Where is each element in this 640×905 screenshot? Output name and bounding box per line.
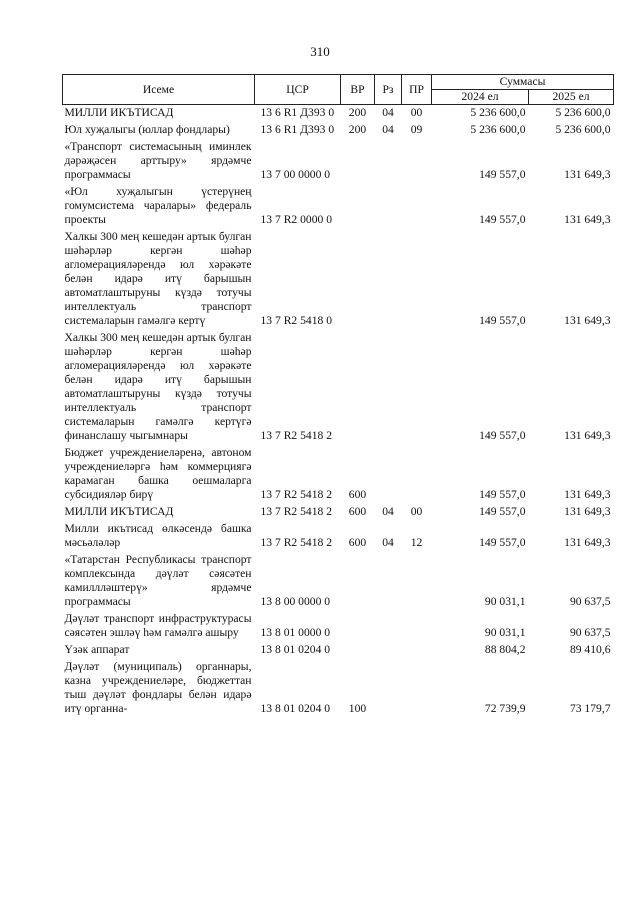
row-pr — [402, 139, 432, 184]
row-csr: 13 7 00 0000 0 — [260, 168, 331, 181]
row-sum-2024: 5 236 600,0 — [470, 106, 526, 119]
row-sum-2024: 149 557,0 — [479, 488, 526, 501]
row-pr — [402, 445, 432, 504]
row-rz: 04 — [382, 106, 394, 119]
row-sum-2025: 90 637,5 — [569, 595, 611, 608]
row-sum-2025: 5 236 600,0 — [555, 123, 611, 136]
row-rz — [375, 139, 402, 184]
row-sum-2025: 89 410,6 — [569, 643, 611, 656]
row-csr: 13 7 R2 5418 2 — [260, 429, 332, 442]
row-vr: 100 — [348, 702, 367, 715]
row-rz: 04 — [382, 536, 394, 549]
col-header-csr: ЦСР — [255, 75, 341, 105]
row-sum-2025: 5 236 600,0 — [555, 106, 611, 119]
row-rz: 04 — [382, 123, 394, 136]
row-rz — [375, 229, 402, 330]
table-row — [63, 122, 614, 139]
row-sum-2025: 131 649,3 — [564, 213, 611, 226]
row-csr: 13 6 R1 Д393 0 — [260, 106, 335, 119]
table-row — [63, 642, 614, 659]
row-vr — [341, 611, 375, 642]
table-body — [63, 105, 614, 719]
row-sum-2025: 131 649,3 — [564, 536, 611, 549]
row-sum-2025: 131 649,3 — [564, 429, 611, 442]
row-rz: 04 — [382, 505, 394, 518]
row-rz — [375, 642, 402, 659]
row-pr: 00 — [410, 106, 423, 119]
table-row — [63, 229, 614, 330]
row-vr — [341, 139, 375, 184]
row-sum-2025: 131 649,3 — [564, 168, 611, 181]
row-rz — [375, 552, 402, 611]
row-name: «Юл хуҗалыгын үстерүнең гомумсистема чаралары» федераль проекты — [64, 185, 252, 226]
row-vr: 600 — [348, 505, 367, 518]
row-sum-2024: 149 557,0 — [479, 168, 526, 181]
row-csr: 13 7 R2 0000 0 — [260, 213, 332, 226]
row-vr: 600 — [348, 488, 367, 501]
row-rz — [375, 184, 402, 229]
row-sum-2024: 149 557,0 — [479, 505, 526, 518]
row-sum-2024: 90 031,1 — [484, 595, 526, 608]
row-name: Халкы 300 мең кешедән артык булган шәһәрләр кергән шәһәр агломерацияләрендә юл хәрәкәте белән идарә итү барышын автоматлаштыруны күздә тотучы интеллектуаль транспорт системаларын гамәлгә кертү — [64, 230, 252, 327]
row-pr — [402, 642, 432, 659]
col-header-name: Исеме — [63, 75, 255, 105]
row-pr: 12 — [410, 536, 423, 549]
table-row — [63, 105, 614, 123]
row-csr: 13 8 01 0204 0 — [260, 702, 331, 715]
row-csr: 13 6 R1 Д393 0 — [260, 123, 335, 136]
table-row — [63, 552, 614, 611]
row-name: Дәүләт (муниципаль) органнары, казна учреждениеләре, бюджеттан тыш дәүләт фондлары белән идарә итү органна- — [64, 660, 252, 715]
row-pr: 00 — [410, 505, 423, 518]
row-name: Үзәк аппарат — [64, 643, 130, 656]
row-sum-2024: 149 557,0 — [479, 429, 526, 442]
row-pr — [402, 330, 432, 445]
row-rz — [375, 659, 402, 718]
row-sum-2024: 72 739,9 — [484, 702, 526, 715]
row-vr: 600 — [348, 536, 367, 549]
row-name: «Транспорт системасының иминлек дәрәҗәсен арттыру» ярдәмче программасы — [64, 140, 252, 181]
row-vr — [341, 552, 375, 611]
row-vr — [341, 184, 375, 229]
budget-table — [62, 74, 614, 718]
row-name: Дәүләт транспорт инфраструктурасы сәясәтен эшләү һәм гамәлгә ашыру — [64, 612, 252, 639]
page-number: 310 — [310, 44, 330, 59]
row-sum-2024: 149 557,0 — [479, 314, 526, 327]
row-csr: 13 8 01 0000 0 — [260, 626, 331, 639]
table-row — [63, 504, 614, 521]
col-header-rz: Рз — [375, 75, 402, 105]
row-sum-2024: 88 804,2 — [484, 643, 526, 656]
row-vr: 200 — [348, 123, 367, 136]
row-sum-2025: 131 649,3 — [564, 314, 611, 327]
row-pr — [402, 229, 432, 330]
table-row — [63, 611, 614, 642]
table-row — [63, 659, 614, 718]
row-name: Милли икътисад өлкәсендә башка мәсьәләләр — [64, 522, 252, 549]
row-pr — [402, 184, 432, 229]
row-csr: 13 7 R2 5418 2 — [260, 488, 332, 501]
row-name: Халкы 300 мең кешедән артык булган шәһәрләр кергән шәһәр агломерацияләрендә юл хәрәкәте белән идарә итү барышын автоматлаштыруны күздә тотучы интеллектуаль транспорт системаларын гамәлгә кертүгә финанслашу чыгымнары — [64, 331, 252, 442]
table-row — [63, 139, 614, 184]
row-sum-2024: 149 557,0 — [479, 536, 526, 549]
row-vr — [341, 642, 375, 659]
row-pr — [402, 552, 432, 611]
row-vr — [341, 229, 375, 330]
row-name: Юл хуҗалыгы (юллар фондлары) — [64, 123, 230, 136]
row-sum-2024: 5 236 600,0 — [470, 123, 526, 136]
table-row — [63, 330, 614, 445]
row-pr — [402, 611, 432, 642]
table-row — [63, 521, 614, 552]
row-sum-2025: 131 649,3 — [564, 488, 611, 501]
col-header-2025: 2025 ел — [529, 90, 614, 105]
row-rz — [375, 330, 402, 445]
row-name: «Татарстан Республикасы транспорт комплексында дәүләт сәясәтен камиллләштерү» ярдәмче программасы — [64, 553, 252, 608]
row-csr: 13 7 R2 5418 0 — [260, 314, 332, 327]
row-sum-2024: 149 557,0 — [479, 213, 526, 226]
row-rz — [375, 445, 402, 504]
row-sum-2024: 90 031,1 — [484, 626, 526, 639]
row-name: МИЛЛИ ИКЪТИСАД — [64, 505, 174, 518]
row-name: Бюджет учреждениеләренә, автоном учреждениеләргә һәм коммерциягә карамаган башка оешмаларга субсидияләр бирү — [64, 446, 252, 501]
row-csr: 13 8 00 0000 0 — [260, 595, 331, 608]
row-sum-2025: 90 637,5 — [569, 626, 611, 639]
col-header-vr: ВР — [341, 75, 375, 105]
table-row — [63, 445, 614, 504]
row-sum-2025: 73 179,7 — [569, 702, 611, 715]
row-sum-2025: 131 649,3 — [564, 505, 611, 518]
row-csr: 13 7 R2 5418 2 — [260, 536, 332, 549]
row-vr — [341, 330, 375, 445]
row-vr: 200 — [348, 106, 367, 119]
table-row — [63, 184, 614, 229]
row-name: МИЛЛИ ИКЪТИСАД — [64, 106, 174, 119]
row-rz — [375, 611, 402, 642]
col-header-sums: Суммасы — [432, 75, 614, 90]
col-header-2024: 2024 ел — [432, 90, 529, 105]
row-csr: 13 8 01 0204 0 — [260, 643, 331, 656]
row-pr — [402, 659, 432, 718]
col-header-pr: ПР — [402, 75, 432, 105]
row-pr: 09 — [410, 123, 423, 136]
row-csr: 13 7 R2 5418 2 — [260, 505, 332, 518]
